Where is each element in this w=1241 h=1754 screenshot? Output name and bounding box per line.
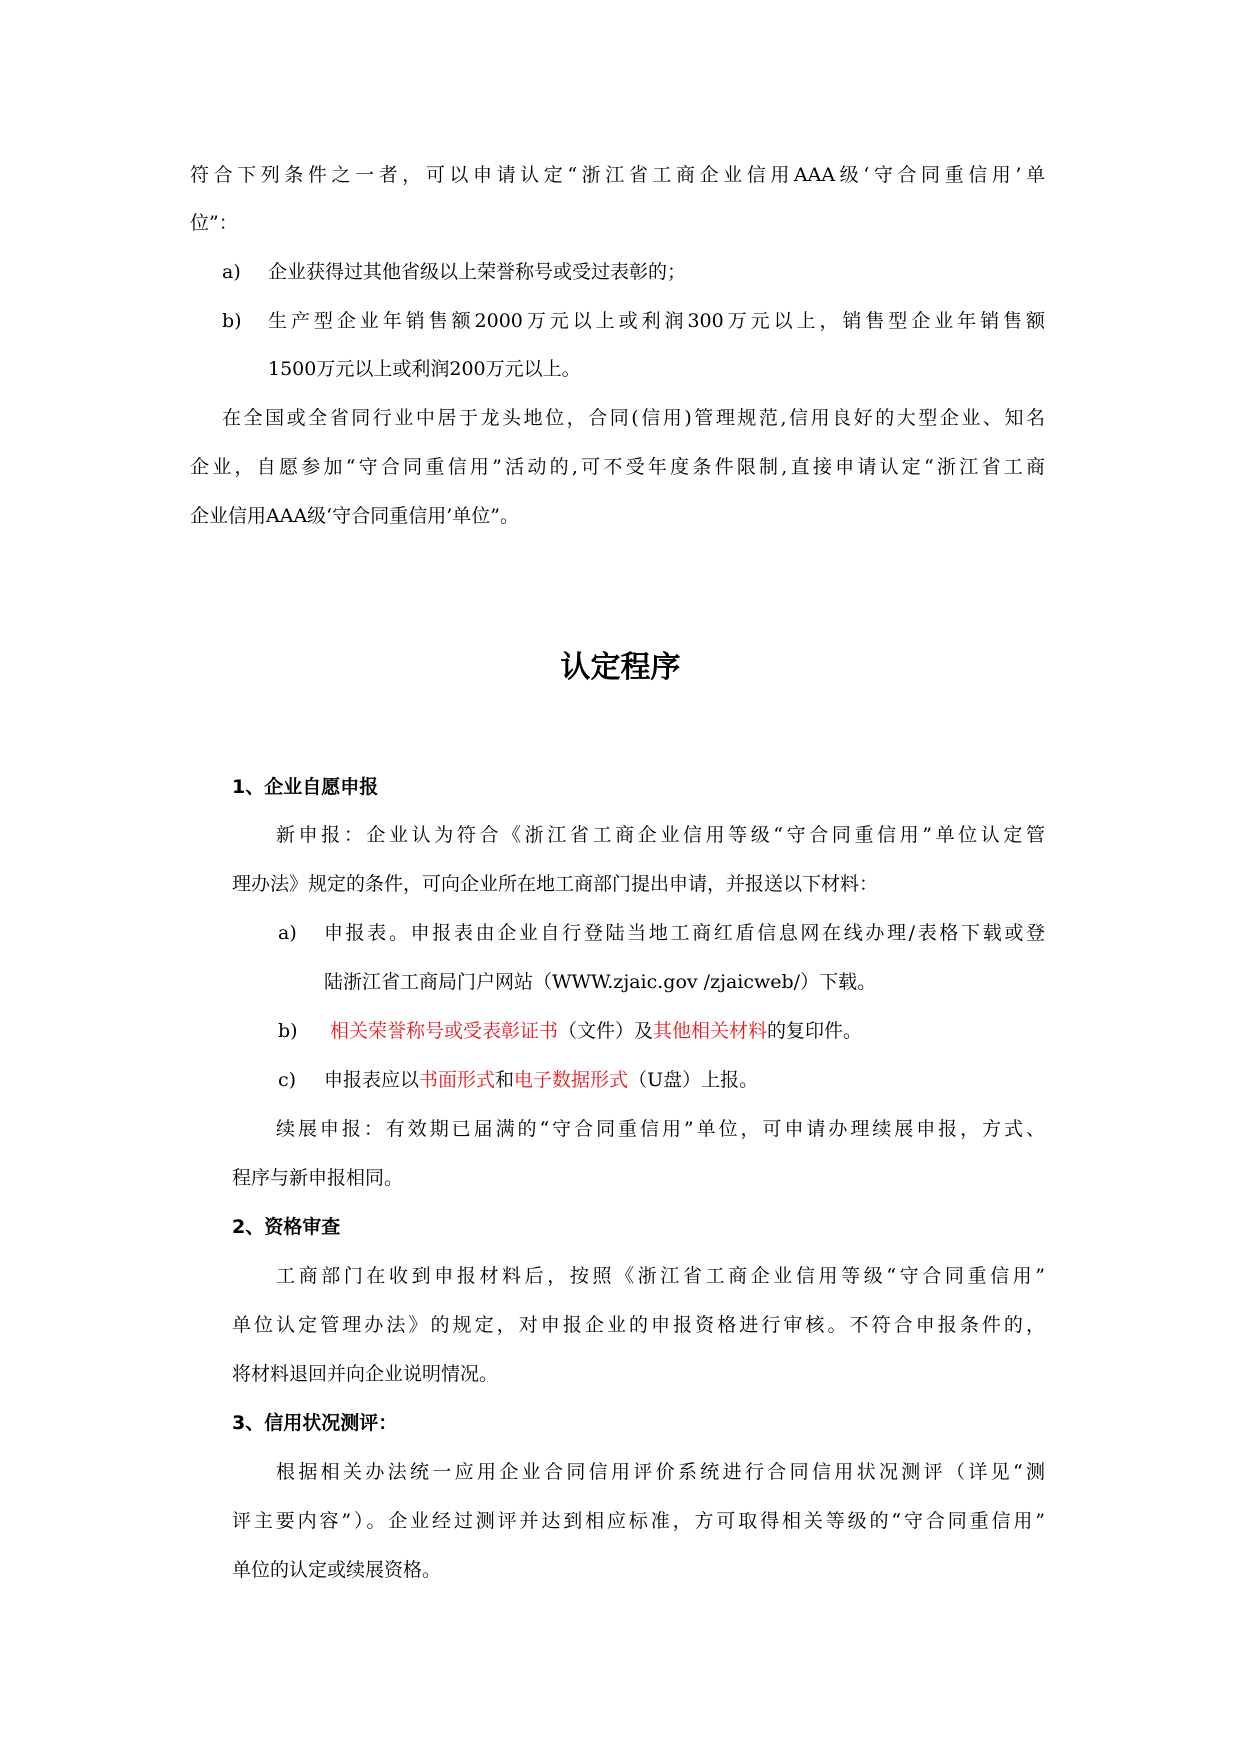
item-c-pre-text: 申报表应以 xyxy=(324,1069,420,1091)
step-1-para-2-line-2: 程序与新申报相同。 xyxy=(232,1167,404,1189)
step-3-line-2: 评主要内容”）。企业经过测评并达到相应标准，方可取得相关等级的“守合同重信用” xyxy=(232,1510,1045,1532)
condition-b-marker: b) xyxy=(222,310,242,332)
honor-certificate-text: 相关荣誉称号或受表彰证书 xyxy=(330,1020,559,1042)
leader-line-3: 企业信用AAA级‘守合同重信用’单位”。 xyxy=(190,505,519,527)
condition-a-marker: a) xyxy=(222,261,241,283)
step-1-item-c xyxy=(324,1068,758,1092)
electronic-form-text: 电子数据形式 xyxy=(514,1069,629,1091)
step-3-title: 3、信用状况测评： xyxy=(232,1412,398,1434)
step-3-line-1: 根据相关办法统一应用企业合同信用评价系统进行合同信用状况测评（详见“测 xyxy=(276,1461,1045,1483)
intro-line-1: 符合下列条件之一者，可以申请认定“浙江省工商企业信用AAA级‘守合同重信用’单 xyxy=(190,164,1045,186)
condition-b-text: 生产型企业年销售额2000万元以上或利润300万元以上，销售型企业年销售额 xyxy=(268,310,1045,332)
step-2-line-1: 工商部门在收到申报材料后，按照《浙江省工商企业信用等级“守合同重信用” xyxy=(276,1265,1045,1287)
step-3-line-3: 单位的认定或续展资格。 xyxy=(232,1559,442,1581)
step-1-item-c-marker: c) xyxy=(278,1069,297,1091)
intro-line-2: 位”： xyxy=(190,212,238,234)
step-1-item-b xyxy=(330,1019,862,1043)
step-2-line-2: 单位认定管理办法》的规定，对申报企业的申报资格进行审核。不符合申报条件的， xyxy=(232,1314,1045,1336)
step-1-para-1-line-1: 新申报：企业认为符合《浙江省工商企业信用等级“守合同重信用”单位认定管 xyxy=(276,824,1045,846)
step-1-item-a-marker: a) xyxy=(278,922,297,944)
step-1-item-b-marker: b) xyxy=(278,1020,298,1042)
item-c-and-text: 和 xyxy=(495,1069,515,1091)
item-b-tail-text: 的复印件。 xyxy=(767,1020,863,1042)
leader-line-1: 在全国或全省同行业中居于龙头地位，合同(信用)管理规范,信用良好的大型企业、知名 xyxy=(222,407,1045,429)
paper-form-text: 书面形式 xyxy=(419,1069,496,1091)
step-1-title: 1、企业自愿申报 xyxy=(232,776,379,798)
other-materials-text: 其他相关材料 xyxy=(653,1020,768,1042)
step-2-title: 2、资格审查 xyxy=(232,1216,341,1238)
step-1-para-1-line-2: 理办法》规定的条件，可向企业所在地工商部门提出申请，并报送以下材料： xyxy=(232,873,879,895)
item-c-tail-text: （U盘）上报。 xyxy=(628,1069,759,1091)
item-b-mid-text: （文件）及 xyxy=(558,1020,654,1042)
step-1-para-2-line-1: 续展申报：有效期已届满的“守合同重信用”单位，可申请办理续展申报，方式、 xyxy=(276,1118,1045,1140)
condition-b-continuation: 1500万元以上或利润200万元以上。 xyxy=(268,358,581,380)
leader-line-2: 企业，自愿参加“守合同重信用”活动的,可不受年度条件限制,直接申请认定“浙江省工商 xyxy=(190,456,1045,478)
condition-a-text: 企业获得过其他省级以上荣誉称号或受过表彰的； xyxy=(268,261,687,283)
step-1-item-a-line-1: 申报表。申报表由企业自行登陆当地工商红盾信息网在线办理/表格下载或登 xyxy=(324,922,1045,944)
section-title: 认定程序 xyxy=(560,650,681,685)
step-1-item-a-line-2: 陆浙江省工商局门户网站（WWW.zjaic.gov /zjaicweb/）下载。 xyxy=(324,971,877,993)
step-2-line-3: 将材料退回并向企业说明情况。 xyxy=(232,1363,499,1385)
